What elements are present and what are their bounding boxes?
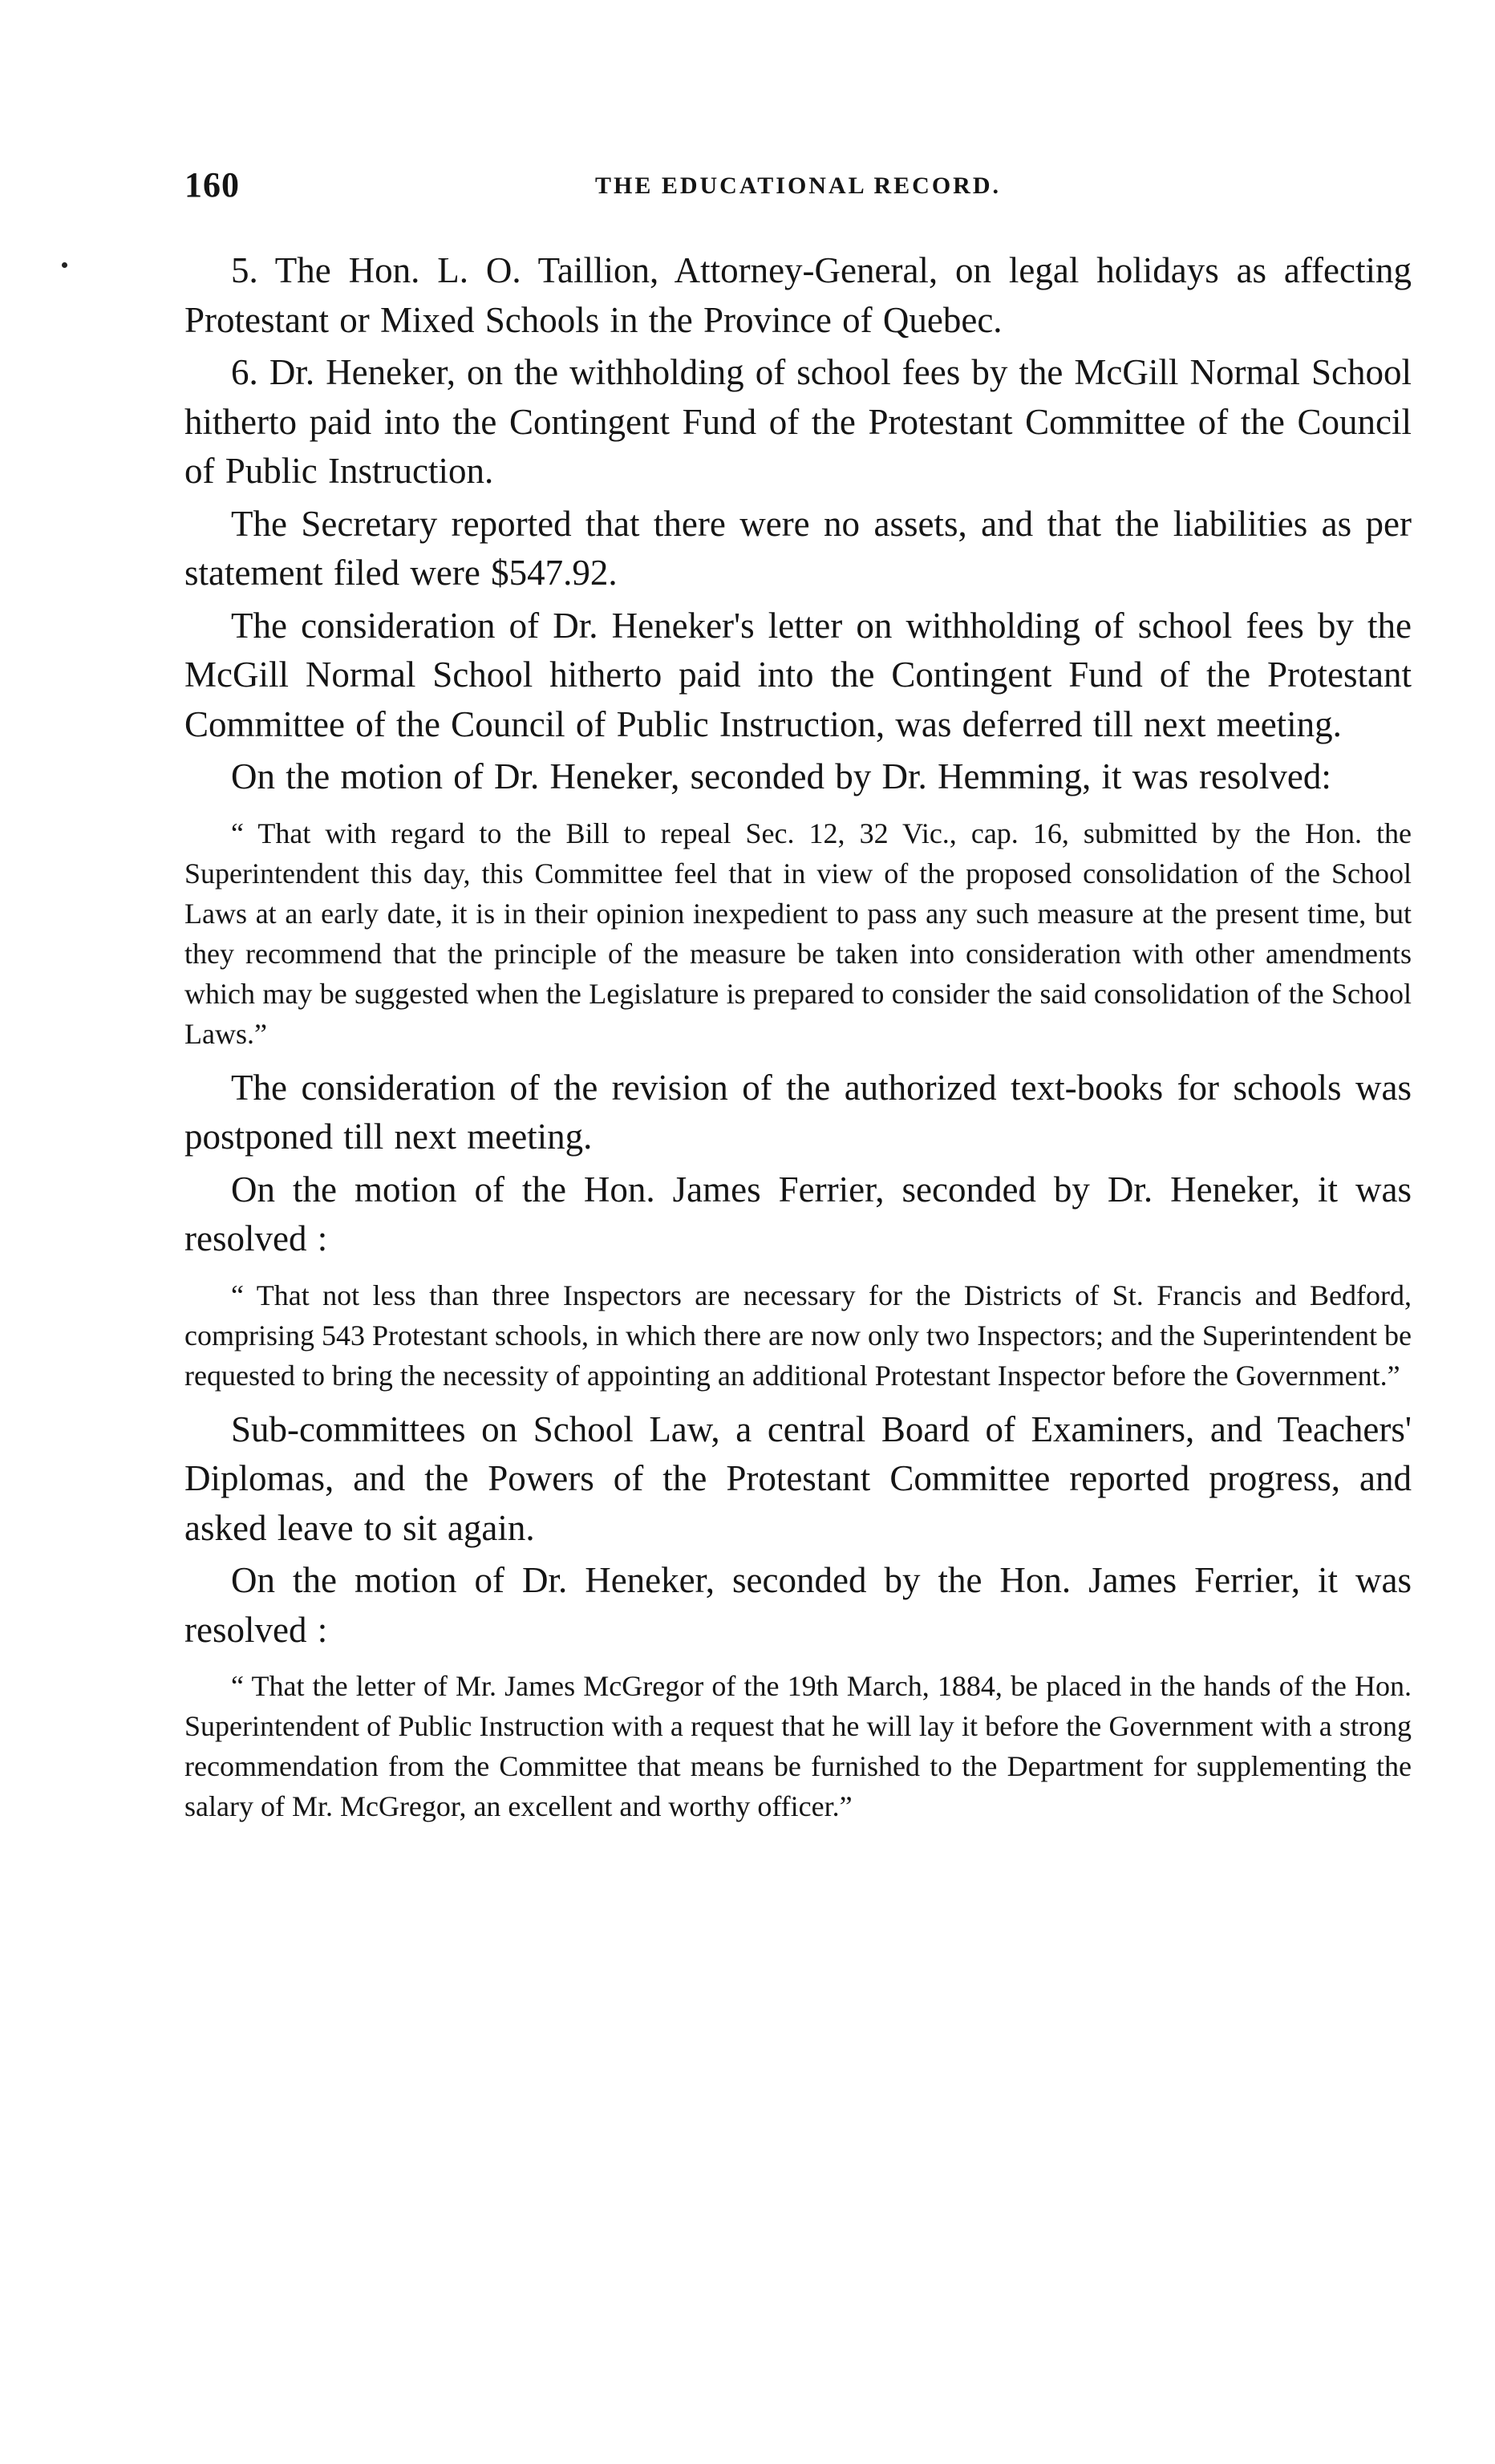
item-5-paragraph: 5. The Hon. L. O. Taillion, Attorney-General, on legal holidays as affecting Protestant or Mixed Schools in the Province of Quebec. xyxy=(184,250,1412,340)
secretary-report-paragraph: The Secretary reported that there were no assets, and that the liabilities as per statement filed were $547.92. xyxy=(184,503,1412,593)
motion-paragraph-1: On the motion of Dr. Heneker, seconded by Dr. Hemming, it was resolved: xyxy=(231,756,1331,796)
margin-dot-mark xyxy=(62,262,67,268)
page-header xyxy=(184,164,1412,213)
running-title: THE EDUCATIONAL RECORD. xyxy=(594,172,1001,199)
deferred-letter-paragraph: The consideration of Dr. Heneker's letter on withholding of school fees by the McGill Normal School hitherto paid into the Contingent Fund of the Protestant Committee of the Council of Public Instruction, was deferred till next meeting. xyxy=(184,605,1412,744)
sub-committees-paragraph: Sub-committees on School Law, a central Board of Examiners, and Teachers' Diplomas, and the Powers of the Protestant Committee reported progress, and asked leave to sit again. xyxy=(184,1408,1412,1548)
motion-paragraph-3: On the motion of Dr. Heneker, seconded by the Hon. James Ferrier, it was resolved : xyxy=(184,1560,1412,1650)
textbook-revision-paragraph: The consideration of the revision of the authorized text-books for schools was postponed till next meeting. xyxy=(184,1067,1412,1157)
resolution-quote-1: “ That with regard to the Bill to repeal Sec. 12, 32 Vic., cap. 16, submitted by the Hon. the Superintendent this day, this Committee feel that in view of the proposed consolidation of the School Laws at an early date, it is in their opinion inexpedient to pass any such measure at the present time, but they recommend that the principle of the measure be taken into consideration with other amendments which may be suggested when the Legislature is prepared to consider the said consolidation of the School Laws.” xyxy=(184,817,1412,1050)
resolution-quote-2: “ That not less than three Inspectors are necessary for the Districts of St. Francis and Bedford, comprising 543 Protestant schools, in which there are now only two Inspectors; and the Superintendent be requested to bring the necessity of appointing an additional Protestant Inspector before the Government.” xyxy=(184,1279,1412,1392)
motion-paragraph-2: On the motion of the Hon. James Ferrier, seconded by Dr. Heneker, it was resolved : xyxy=(184,1169,1412,1258)
document-page xyxy=(184,164,1412,1836)
resolution-quote-3: “ That the letter of Mr. James McGregor of the 19th March, 1884, be placed in the hands of the Hon. Superintendent of Public Instruction with a request that he will lay it before the Government with a strong recommendation from the Committee that means be furnished to the Department for supplementing the salary of Mr. McGregor, an excellent and worthy officer.” xyxy=(184,1670,1412,1822)
item-6-paragraph: 6. Dr. Heneker, on the withholding of school fees by the McGill Normal School hitherto paid into the Contingent Fund of the Protestant Committee of the Council of Public Instruction. xyxy=(184,352,1412,491)
page-number: 160 xyxy=(184,165,240,205)
